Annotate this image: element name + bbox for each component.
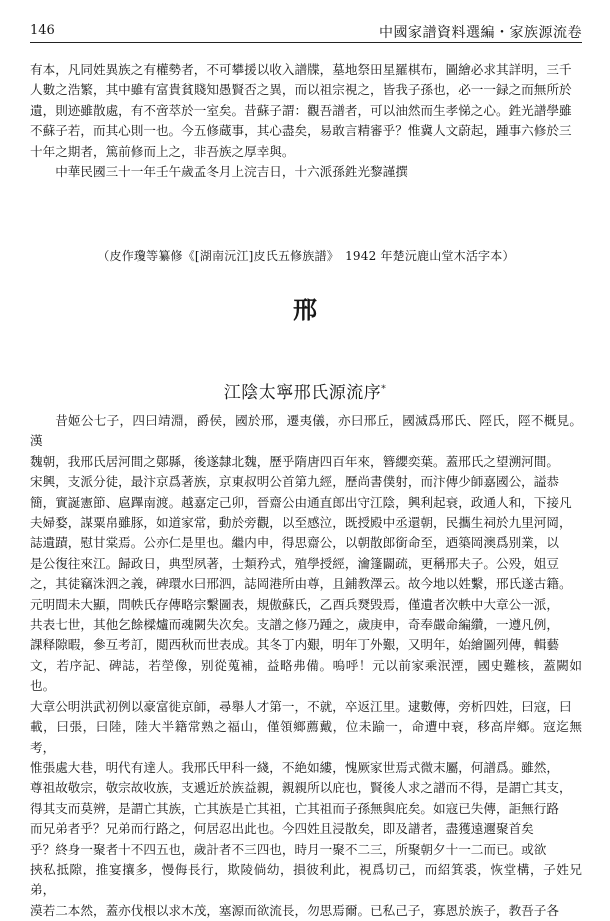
source-note: （皮作瓊等纂修《[湖南沅江]皮氏五修族譜》 1942 年楚沅鹿山堂木活字本） <box>97 249 515 263</box>
section-title-text: 江陰太寧邢氏源流序 <box>223 383 382 403</box>
main-paragraph: 昔姬公七子，四曰靖淵，爵侯，國於邢，遷夷儀，亦曰邢丘，國滅爲邢氏、陘氏，陘不概見。漢 魏朝，我邢氏居河間之鄚縣，後遂隸北魏，歷乎隋唐四百年來，簪纓奕葉。蓋邢氏之望溯河間。 宋興，支派分徒，最汴京爲著族，京東叔明公首第九經，歷尚書僕射，而汴傳少師嘉國公，謚恭 簡，實誕憲節、扈蹕南渡。越嘉定己卯，晉齋公由通直郎出守江陰，興利起衰，政通人和，下接凡 夫婦婺，謀粟帛雖豚，如道家常，動於旁觀，以至感泣，既授殿中丞還朝，民攜生祠於九里河岡， 誌遺蹟，慰甘棠焉。公亦仁是里也。繼内申，得思齋公，以朝散郎銜命至，迺築岡澳爲别業，以 是公復往來江。歸政日，典型夙著，士類矜式，殖學授經，瀹篷闢疏，更稱邢夫子。公殁，姐豆 之，其徒竊洙泗之義，碑環水曰邢泗，誌岡港所由尊，且鋪教澤云。故今地以姓繫，邢氏遂古籍。 元明間未大顯，問帙氏存傳略宗繫圖表，規傲蘇氏，乙酉兵燹毁焉，僅遺者次軼中大章公一派， 共表七世，其他乞餘樑爐而魂闕失次矣。支譜之修乃踵之，歲庚申，奇奉嚴命編纘，一遵凡例， 課释隙暇，參互考訂，閲西秋而世表成。其冬丁内艱，明年丁外艱，又明年，始繪圖列傳，輯藝 文，若序記、碑誌，若塋像，别從蒐補，益略弗備。嗚呼！元以前家乘泯湮，國史難核，蓋闕如也。 大章公明洪武初例以豪富徙京師，尋舉人才第一，不就，卒返江里。逮數傳，旁析四姓，曰寇，曰 載，曰張，曰陸，陸大半籍常熟之福山，僅領鄉薦戴，位未踰一，命遭中衰，移高岸鄉。寇迄無考， 惟張處大巷，明代有達人。我邢氏甲科一綫，不絶如縷，愧厥家世焉式微末屬，何譜爲。雖然， 尊祖故敬宗，敬宗故收族，支遞近於族益親，親親所以庇也，賢後人求之譜而不得，是謂亡其支， 得其支而莫辨，是謂亡其族，亡其族是亡其祖，亡其祖而子孫無與庇矣。如寇已失傳，詎無行路 而兄弟者乎？兄弟而行路之，何居忍出此也。今四姓且浸散矣，即及譜者，盡獲遠邇聚首矣 乎？終身一聚者十不四五也，歲計者不三四也，時月一聚不二三，所聚朝夕十一二而已。或欲 挾私抵隙，推宴攘多，慢侮長行，欺陵倘幼，損彼利此，視爲切己，而紹箕裘，恢堂構，子姓兄弟， 漠若二本然，蓋亦伐根以求木茂，塞源而欲流長，勿思焉爾。已私己子，寡恩於族子，教吾子各 <box>30 413 582 918</box>
previous-section <box>30 60 582 182</box>
signature-line: 中華民國三十一年壬午歲孟冬月上浣吉日，十六派孫鉎光黎謹撰 <box>55 164 408 180</box>
main-text <box>30 411 582 921</box>
section-title <box>0 378 610 403</box>
page-number: 146 <box>30 23 55 38</box>
running-title: 中國家譜資料選編・家族源流卷 <box>379 25 582 41</box>
previous-paragraph: 有本，凡同姓異族之有權勢者，不可攀援以收入譜牒，墓地祭田星羅棋布，圖繪必求其詳明，三千 人數之浩繁，其中雖有富貴貧賤知愚賢否之異，而以祖宗視之，皆我子孫也，必一一録之而無所於 遺，則迹雖散處，有不啻萃於一室矣。昔蘇子謂：觀吾譜者，可以油然而生孝悌之心。鉎光譜學雖 不蘇子若，而其心則一也。今五修蔵事，其心盡矣，易敢言精審乎？惟冀人文蔚起，踵事六修於三 十年之期者，篤前修而上之，非吾族之厚幸與。 <box>30 62 572 159</box>
surname-heading: 邢 <box>293 295 317 324</box>
page-header <box>30 20 582 43</box>
footnote-mark: * <box>381 384 387 395</box>
